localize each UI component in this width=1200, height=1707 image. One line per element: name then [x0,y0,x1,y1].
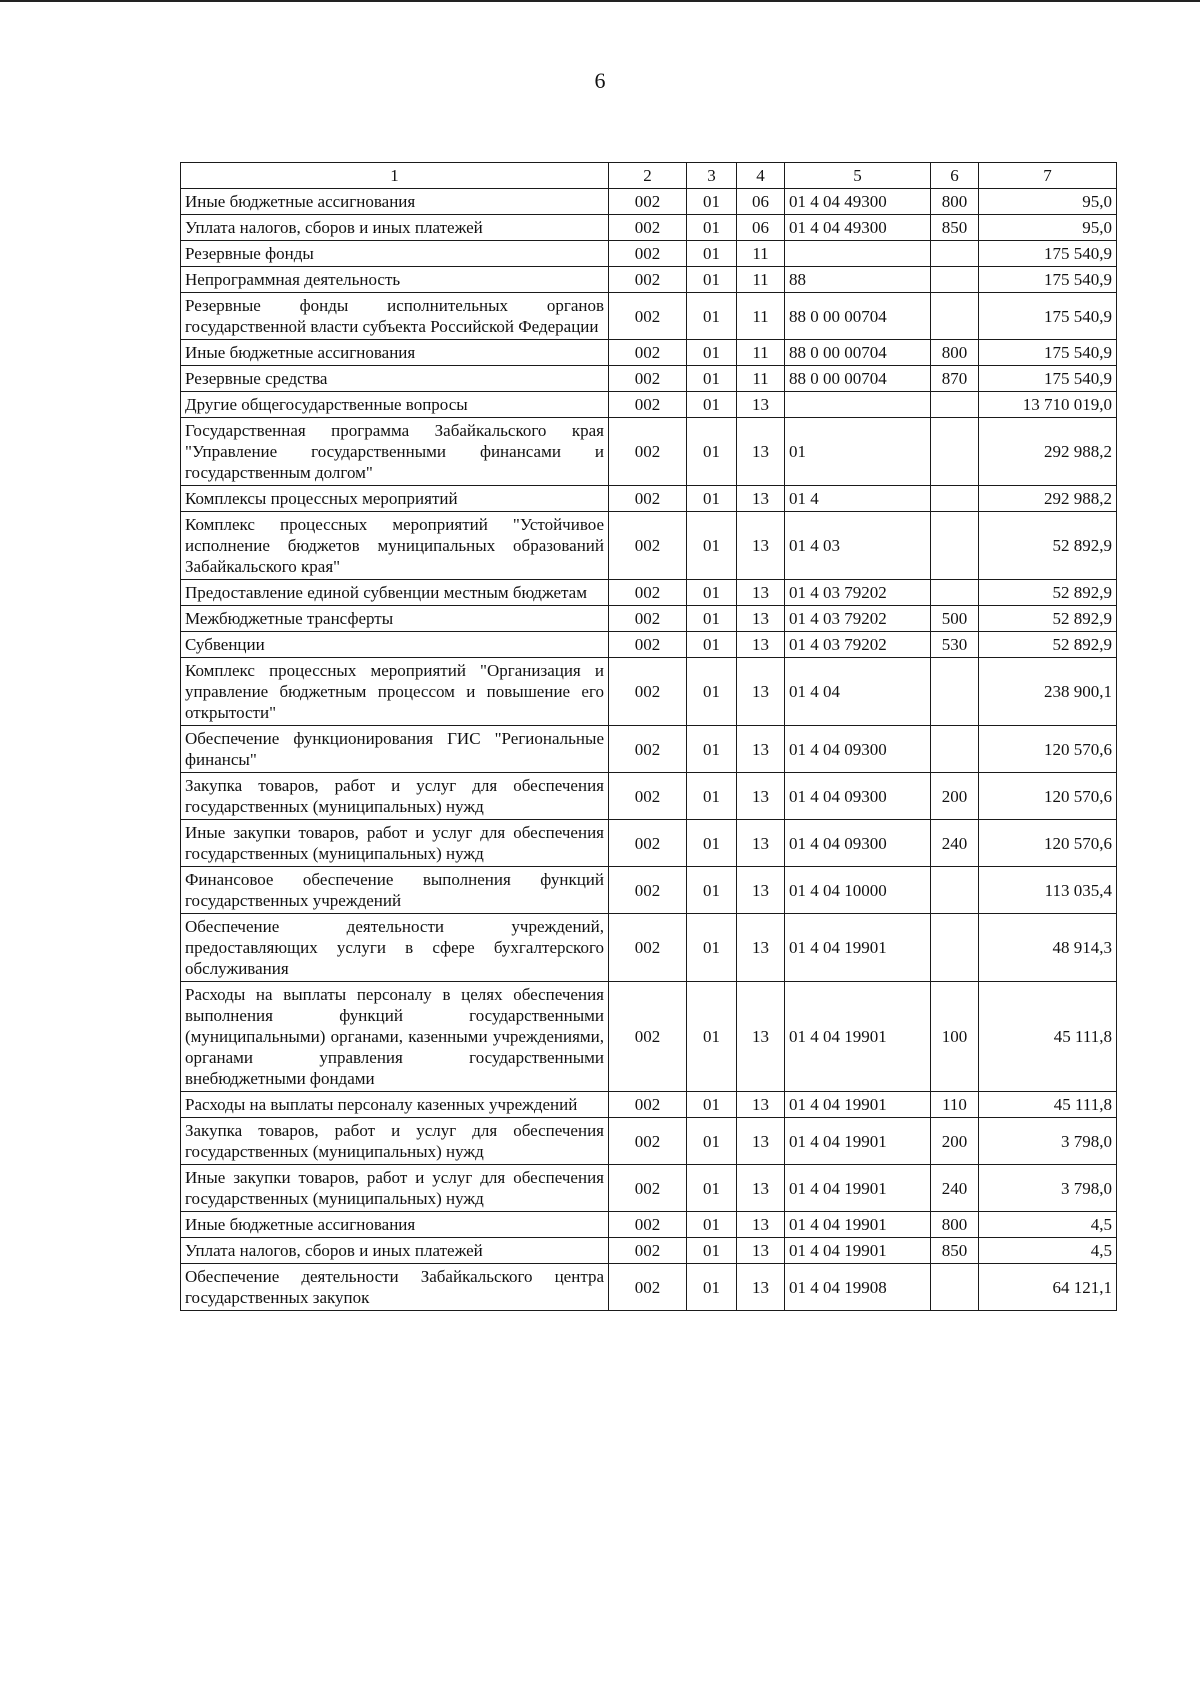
subsection-code-cell: 13 [737,418,785,486]
subsection-code-cell: 13 [737,632,785,658]
ministry-code-cell: 002 [609,293,687,340]
subsection-code-cell: 13 [737,867,785,914]
header-col-7: 7 [979,163,1117,189]
section-code-cell: 01 [687,773,737,820]
table-row [181,1092,1117,1118]
expense-name-cell: Предоставление единой субвенции местным бюджетам [181,580,609,606]
header-row [181,163,1117,189]
target-article-code-cell: 01 4 04 09300 [785,773,931,820]
page-number: 6 [594,68,606,93]
ministry-code-cell: 002 [609,486,687,512]
section-code-cell: 01 [687,606,737,632]
section-code-cell: 01 [687,189,737,215]
expense-name-cell: Иные бюджетные ассигнования [181,1212,609,1238]
expense-name-cell: Обеспечение деятельности Забайкальского центра государственных закупок [181,1264,609,1311]
subsection-code-cell: 13 [737,1238,785,1264]
ministry-code-cell: 002 [609,632,687,658]
expense-type-code-cell: 530 [931,632,979,658]
amount-cell: 175 540,9 [979,293,1117,340]
ministry-code-cell: 002 [609,241,687,267]
expense-name-cell: Иные закупки товаров, работ и услуг для обеспечения государственных (муниципальных) нужд [181,1165,609,1212]
target-article-code-cell: 88 0 00 00704 [785,366,931,392]
table-row [181,658,1117,726]
ministry-code-cell: 002 [609,1092,687,1118]
ministry-code-cell: 002 [609,773,687,820]
subsection-code-cell: 13 [737,658,785,726]
section-code-cell: 01 [687,340,737,366]
target-article-code-cell: 01 4 04 10000 [785,867,931,914]
target-article-code-cell [785,392,931,418]
table-row [181,215,1117,241]
expense-type-code-cell: 200 [931,1118,979,1165]
expense-type-code-cell: 500 [931,606,979,632]
amount-cell: 292 988,2 [979,486,1117,512]
section-code-cell: 01 [687,215,737,241]
expense-type-code-cell: 800 [931,189,979,215]
target-article-code-cell: 01 4 04 [785,658,931,726]
table-row [181,982,1117,1092]
subsection-code-cell: 11 [737,293,785,340]
subsection-code-cell: 13 [737,773,785,820]
target-article-code-cell: 01 4 04 19901 [785,1118,931,1165]
expense-name-cell: Уплата налогов, сборов и иных платежей [181,1238,609,1264]
amount-cell: 3 798,0 [979,1165,1117,1212]
subsection-code-cell: 13 [737,820,785,867]
expense-name-cell: Субвенции [181,632,609,658]
table-row [181,1165,1117,1212]
target-article-code-cell: 01 4 04 09300 [785,726,931,773]
ministry-code-cell: 002 [609,418,687,486]
subsection-code-cell: 13 [737,1212,785,1238]
expense-type-code-cell [931,580,979,606]
expense-name-cell: Закупка товаров, работ и услуг для обеспечения государственных (муниципальных) нужд [181,1118,609,1165]
header-col-4: 4 [737,163,785,189]
table-row [181,580,1117,606]
table-row [181,1238,1117,1264]
section-code-cell: 01 [687,726,737,773]
table-row [181,293,1117,340]
expense-type-code-cell: 850 [931,1238,979,1264]
table-row [181,340,1117,366]
expense-type-code-cell [931,418,979,486]
table-row [181,606,1117,632]
subsection-code-cell: 13 [737,606,785,632]
ministry-code-cell: 002 [609,392,687,418]
subsection-code-cell: 13 [737,726,785,773]
section-code-cell: 01 [687,914,737,982]
section-code-cell: 01 [687,982,737,1092]
expense-name-cell: Уплата налогов, сборов и иных платежей [181,215,609,241]
amount-cell: 3 798,0 [979,1118,1117,1165]
expense-name-cell: Иные бюджетные ассигнования [181,189,609,215]
expense-name-cell: Иные бюджетные ассигнования [181,340,609,366]
section-code-cell: 01 [687,1238,737,1264]
subsection-code-cell: 13 [737,486,785,512]
subsection-code-cell: 13 [737,914,785,982]
amount-cell: 120 570,6 [979,726,1117,773]
table-row [181,867,1117,914]
expense-name-cell: Межбюджетные трансферты [181,606,609,632]
amount-cell: 52 892,9 [979,632,1117,658]
section-code-cell: 01 [687,1118,737,1165]
section-code-cell: 01 [687,418,737,486]
target-article-code-cell [785,241,931,267]
section-code-cell: 01 [687,366,737,392]
subsection-code-cell: 11 [737,267,785,293]
section-code-cell: 01 [687,293,737,340]
expense-name-cell: Финансовое обеспечение выполнения функций государственных учреждений [181,867,609,914]
ministry-code-cell: 002 [609,512,687,580]
amount-cell: 4,5 [979,1212,1117,1238]
table-row [181,773,1117,820]
subsection-code-cell: 06 [737,189,785,215]
target-article-code-cell: 88 0 00 00704 [785,340,931,366]
target-article-code-cell: 01 4 04 19908 [785,1264,931,1311]
subsection-code-cell: 11 [737,366,785,392]
amount-cell: 120 570,6 [979,820,1117,867]
section-code-cell: 01 [687,632,737,658]
target-article-code-cell: 01 4 03 79202 [785,606,931,632]
table-row [181,512,1117,580]
amount-cell: 175 540,9 [979,241,1117,267]
amount-cell: 113 035,4 [979,867,1117,914]
expense-type-code-cell: 850 [931,215,979,241]
amount-cell: 175 540,9 [979,340,1117,366]
target-article-code-cell: 88 0 00 00704 [785,293,931,340]
target-article-code-cell: 88 [785,267,931,293]
expense-type-code-cell [931,726,979,773]
ministry-code-cell: 002 [609,658,687,726]
target-article-code-cell: 01 4 04 19901 [785,1238,931,1264]
target-article-code-cell: 01 4 04 09300 [785,820,931,867]
ministry-code-cell: 002 [609,726,687,773]
expense-type-code-cell: 870 [931,366,979,392]
target-article-code-cell: 01 4 03 [785,512,931,580]
expense-type-code-cell [931,914,979,982]
table-row [181,267,1117,293]
section-code-cell: 01 [687,486,737,512]
amount-cell: 48 914,3 [979,914,1117,982]
table-row [181,189,1117,215]
table-row [181,914,1117,982]
amount-cell: 292 988,2 [979,418,1117,486]
subsection-code-cell: 13 [737,1264,785,1311]
amount-cell: 45 111,8 [979,982,1117,1092]
expense-type-code-cell [931,512,979,580]
section-code-cell: 01 [687,658,737,726]
expense-name-cell: Резервные фонды исполнительных органов государственной власти субъекта Российской Федерации [181,293,609,340]
header-col-5: 5 [785,163,931,189]
amount-cell: 95,0 [979,215,1117,241]
expense-name-cell: Иные закупки товаров, работ и услуг для обеспечения государственных (муниципальных) нужд [181,820,609,867]
target-article-code-cell: 01 4 04 19901 [785,914,931,982]
ministry-code-cell: 002 [609,914,687,982]
ministry-code-cell: 002 [609,340,687,366]
ministry-code-cell: 002 [609,215,687,241]
target-article-code-cell: 01 4 04 49300 [785,215,931,241]
expense-type-code-cell [931,392,979,418]
amount-cell: 13 710 019,0 [979,392,1117,418]
expense-type-code-cell [931,658,979,726]
section-code-cell: 01 [687,267,737,293]
table-row [181,366,1117,392]
target-article-code-cell: 01 4 03 79202 [785,632,931,658]
expense-name-cell: Комплексы процессных мероприятий [181,486,609,512]
ministry-code-cell: 002 [609,1118,687,1165]
section-code-cell: 01 [687,1092,737,1118]
section-code-cell: 01 [687,580,737,606]
amount-cell: 95,0 [979,189,1117,215]
expense-type-code-cell [931,241,979,267]
section-code-cell: 01 [687,1165,737,1212]
target-article-code-cell: 01 4 [785,486,931,512]
ministry-code-cell: 002 [609,1264,687,1311]
budget-table [180,162,1117,1311]
expense-name-cell: Закупка товаров, работ и услуг для обеспечения государственных (муниципальных) нужд [181,773,609,820]
header-col-3: 3 [687,163,737,189]
subsection-code-cell: 13 [737,1118,785,1165]
section-code-cell: 01 [687,392,737,418]
subsection-code-cell: 06 [737,215,785,241]
expense-type-code-cell: 240 [931,820,979,867]
target-article-code-cell: 01 4 04 19901 [785,982,931,1092]
section-code-cell: 01 [687,867,737,914]
expense-name-cell: Резервные средства [181,366,609,392]
expense-name-cell: Расходы на выплаты персоналу казенных учреждений [181,1092,609,1118]
table-row [181,726,1117,773]
table-body [181,189,1117,1311]
section-code-cell: 01 [687,241,737,267]
table-row [181,1212,1117,1238]
expense-name-cell: Обеспечение функционирования ГИС "Региональные финансы" [181,726,609,773]
expense-name-cell: Резервные фонды [181,241,609,267]
table-row [181,418,1117,486]
expense-name-cell: Обеспечение деятельности учреждений, предоставляющих услуги в сфере бухгалтерского обслуживания [181,914,609,982]
subsection-code-cell: 13 [737,1092,785,1118]
amount-cell: 120 570,6 [979,773,1117,820]
ministry-code-cell: 002 [609,366,687,392]
amount-cell: 175 540,9 [979,267,1117,293]
expense-name-cell: Комплекс процессных мероприятий "Организация и управление бюджетным процессом и повышение его открытости" [181,658,609,726]
amount-cell: 52 892,9 [979,512,1117,580]
section-code-cell: 01 [687,820,737,867]
expense-name-cell: Государственная программа Забайкальского края "Управление государственными финансами и государственным долгом" [181,418,609,486]
amount-cell: 4,5 [979,1238,1117,1264]
subsection-code-cell: 13 [737,512,785,580]
ministry-code-cell: 002 [609,1238,687,1264]
amount-cell: 238 900,1 [979,658,1117,726]
ministry-code-cell: 002 [609,982,687,1092]
amount-cell: 52 892,9 [979,606,1117,632]
ministry-code-cell: 002 [609,580,687,606]
expense-type-code-cell: 200 [931,773,979,820]
expense-name-cell: Расходы на выплаты персоналу в целях обеспечения выполнения функций государственными (муниципальными) органами, казенными учреждениями, органами управления государственными внебюджетными фондами [181,982,609,1092]
expense-type-code-cell: 800 [931,340,979,366]
page-top-border [0,0,1200,2]
header-col-6: 6 [931,163,979,189]
ministry-code-cell: 002 [609,1165,687,1212]
target-article-code-cell: 01 4 04 19901 [785,1165,931,1212]
header-col-1: 1 [181,163,609,189]
target-article-code-cell: 01 4 04 49300 [785,189,931,215]
subsection-code-cell: 11 [737,241,785,267]
expense-type-code-cell [931,267,979,293]
section-code-cell: 01 [687,1264,737,1311]
ministry-code-cell: 002 [609,1212,687,1238]
table-row [181,1118,1117,1165]
ministry-code-cell: 002 [609,820,687,867]
ministry-code-cell: 002 [609,867,687,914]
table-row [181,632,1117,658]
ministry-code-cell: 002 [609,606,687,632]
subsection-code-cell: 13 [737,392,785,418]
table-header [181,163,1117,189]
table-row [181,486,1117,512]
target-article-code-cell: 01 4 04 19901 [785,1092,931,1118]
table-row [181,1264,1117,1311]
ministry-code-cell: 002 [609,267,687,293]
amount-cell: 45 111,8 [979,1092,1117,1118]
expense-name-cell: Непрограммная деятельность [181,267,609,293]
expense-type-code-cell [931,867,979,914]
amount-cell: 52 892,9 [979,580,1117,606]
subsection-code-cell: 13 [737,580,785,606]
target-article-code-cell: 01 [785,418,931,486]
table-row [181,820,1117,867]
subsection-code-cell: 13 [737,982,785,1092]
section-code-cell: 01 [687,512,737,580]
expense-type-code-cell: 240 [931,1165,979,1212]
target-article-code-cell: 01 4 04 19901 [785,1212,931,1238]
expense-name-cell: Другие общегосударственные вопросы [181,392,609,418]
expense-type-code-cell [931,486,979,512]
target-article-code-cell: 01 4 03 79202 [785,580,931,606]
expense-type-code-cell [931,293,979,340]
expense-type-code-cell [931,1264,979,1311]
section-code-cell: 01 [687,1212,737,1238]
expense-type-code-cell: 100 [931,982,979,1092]
header-col-2: 2 [609,163,687,189]
expense-name-cell: Комплекс процессных мероприятий "Устойчивое исполнение бюджетов муниципальных образований Забайкальского края" [181,512,609,580]
expense-type-code-cell: 800 [931,1212,979,1238]
ministry-code-cell: 002 [609,189,687,215]
table-row [181,241,1117,267]
amount-cell: 175 540,9 [979,366,1117,392]
subsection-code-cell: 13 [737,1165,785,1212]
table-row [181,392,1117,418]
expense-type-code-cell: 110 [931,1092,979,1118]
subsection-code-cell: 11 [737,340,785,366]
amount-cell: 64 121,1 [979,1264,1117,1311]
